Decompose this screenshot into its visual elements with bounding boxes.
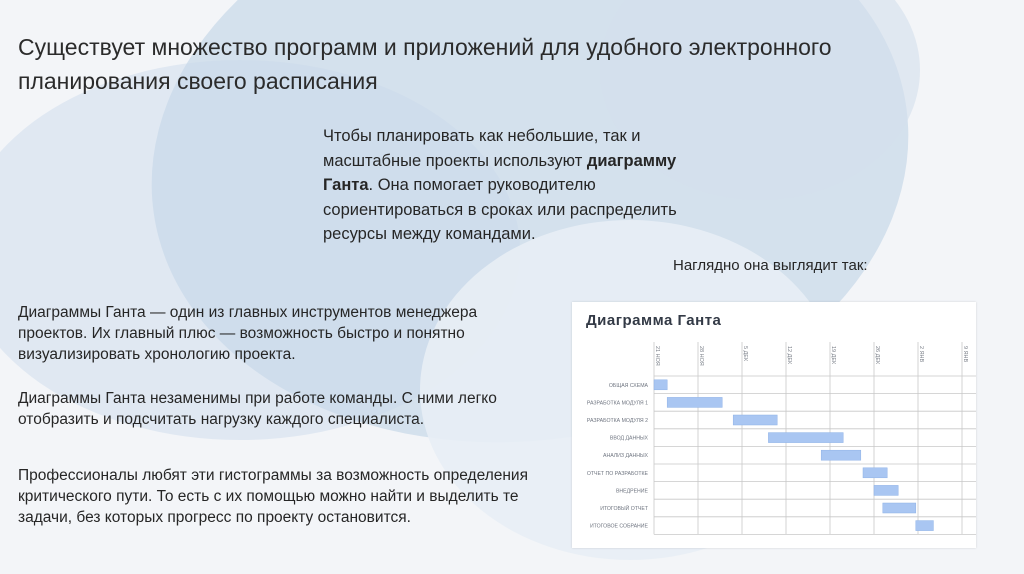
- task-label: ОБЩАЯ СХЕМА: [608, 382, 648, 389]
- gantt-plot: [572, 302, 976, 548]
- task-label: ВНЕДРЕНИЕ: [615, 488, 648, 495]
- tick-label: 5 ДЕК: [742, 346, 748, 362]
- tick-label: 28 НОЯ: [698, 346, 704, 366]
- tick-label: 12 ДЕК: [786, 346, 792, 365]
- intro-text: [323, 124, 703, 247]
- paragraph: Профессионалы любят эти гистограммы за возможность определения критического пути. То есть с их помощью можно найти и выделить те задачи, без которых прогресс по проекту остановится.: [18, 467, 528, 526]
- gantt-chart: [572, 302, 976, 548]
- paragraph: Диаграммы Ганта — один из главных инструментов менеджера проектов. Их главный плюс — возможность быстро и понятно визуализировать хронологию проекта.: [18, 304, 478, 363]
- tick-label: 26 ДЕК: [874, 346, 880, 365]
- chart-caption: Наглядно она выглядит так:: [673, 257, 868, 274]
- task-bar: [667, 397, 722, 407]
- task-bar: [863, 468, 887, 478]
- slide-title: Существует множество программ и приложений для удобного электронного планирования своего расписания: [18, 34, 832, 94]
- task-bar: [874, 485, 898, 495]
- task-label: ВВОД ДАННЫХ: [609, 435, 648, 442]
- task-bar: [733, 415, 777, 425]
- task-label: РАЗРАБОТКА МОДУЛЯ 2: [586, 418, 648, 424]
- chart-title: Диаграмма Ганта: [586, 312, 722, 329]
- tick-label: 21 НОЯ: [654, 346, 660, 366]
- tick-label: 9 ЯНВ: [962, 346, 968, 363]
- task-bar: [821, 450, 861, 460]
- task-bar: [916, 521, 934, 531]
- intro-text-part: . Она помогает руководителю сориентироваться в сроках или распределить ресурсы между командами.: [323, 176, 677, 243]
- task-label: РАЗРАБОТКА МОДУЛЯ 1: [586, 400, 648, 407]
- task-bar: [654, 380, 667, 390]
- paragraph: Диаграммы Ганта незаменимы при работе команды. С ними легко отобразить и подсчитать нагрузку каждого специалиста.: [18, 390, 497, 428]
- task-label: ИТОГОВОЕ СОБРАНИЕ: [589, 523, 648, 530]
- task-label: ИТОГОВЫЙ ОТЧЕТ: [600, 506, 648, 512]
- tick-label: 2 ЯНВ: [918, 346, 924, 363]
- task-label: ОТЧЕТ ПО РАЗРАБОТКЕ: [586, 470, 648, 477]
- intro-bold-term: диаграмму Ганта: [323, 151, 677, 194]
- task-bar: [883, 503, 916, 513]
- task-bar: [768, 433, 843, 443]
- task-label: АНАЛИЗ ДАННЫХ: [602, 453, 648, 460]
- intro-text-part: Чтобы планировать как небольшие, так и масштабные проекты используют: [323, 127, 641, 170]
- tick-label: 19 ДЕК: [830, 346, 836, 365]
